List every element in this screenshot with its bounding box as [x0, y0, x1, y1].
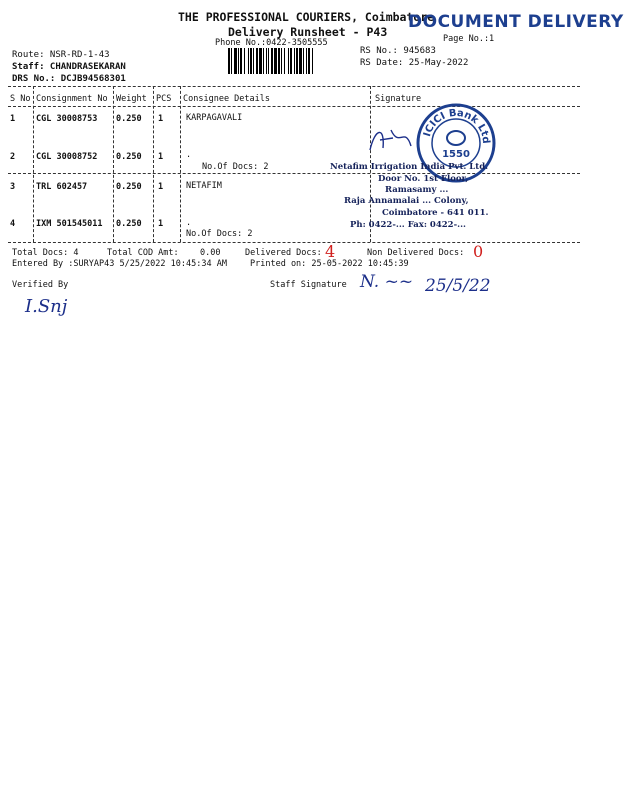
barcode-bar [274, 48, 277, 74]
non-delivered-docs-label: Non Delivered Docs: [367, 248, 465, 258]
row-consignment: CGL 30008753 [36, 114, 98, 124]
total-cod-label: Total COD Amt: [107, 248, 179, 258]
rs-number: RS No.: 945683 [360, 46, 436, 56]
delivered-docs-label: Delivered Docs: [245, 248, 322, 258]
company-title: THE PROFESSIONAL COURIERS, Coimbatore [178, 10, 435, 24]
initials-scribble-icon [365, 118, 415, 158]
row-consignment: IXM 501545011 [36, 219, 103, 229]
barcode-bar [266, 48, 267, 74]
stamp-line-4: Raja Annamalai ... Colony, [344, 196, 469, 206]
barcode-bar [244, 48, 245, 74]
entered-by: Entered By :SURYAP43 5/25/2022 10:45:34 AM [12, 259, 227, 269]
col-header-signature: Signature [375, 94, 422, 104]
barcode-bar [278, 48, 280, 74]
staff-signature-label: Staff Signature [270, 280, 347, 290]
row-sno: 3 [10, 182, 16, 192]
col-header-sno: S No [10, 94, 31, 104]
stamp-line-6: Ph: 0422-... Fax: 0422-... [350, 220, 466, 230]
barcode-bar [263, 48, 264, 74]
phone-number: Phone No.:0422-3505555 [215, 38, 328, 48]
row-pcs: 1 [158, 114, 164, 124]
barcode-bar [256, 48, 258, 74]
barcode-bar [299, 48, 302, 74]
total-cod-value: 0.00 [200, 248, 221, 258]
delivered-docs-hand: 4 [325, 242, 336, 261]
row-weight: 0.250 [116, 219, 142, 229]
barcode-bar [238, 48, 239, 74]
bank-seal-name: ICICI Bank Ltd [421, 107, 492, 145]
barcode-bar [231, 48, 232, 74]
row-weight: 0.250 [116, 182, 142, 192]
row-sno: 4 [10, 219, 16, 229]
row-consignment: TRL 602457 [36, 182, 88, 192]
barcode-bar [268, 48, 269, 74]
company-address-stamp [330, 160, 540, 240]
stamp-line-2: Door No. 1st Floor, [378, 174, 469, 184]
row-sno: 1 [10, 114, 16, 124]
rs-date: RS Date: 25-May-2022 [360, 58, 469, 68]
barcode-bar [303, 48, 304, 74]
col-header-consignment: Consignment No [36, 94, 108, 104]
page-number: Page No.:1 [443, 34, 495, 44]
stamp-line-1: Netafim Irrigation India Pvt. Ltd. [330, 162, 489, 172]
barcode-bar [306, 48, 307, 74]
barcode-bar [250, 48, 252, 74]
row-weight: 0.250 [116, 114, 142, 124]
barcode-bar [271, 48, 273, 74]
barcode-bar [253, 48, 254, 74]
barcode-bar [290, 48, 292, 74]
barcode-bar [240, 48, 242, 74]
barcode [228, 48, 352, 74]
staff-signature: N. ~~ [360, 272, 414, 292]
runsheet-title: Delivery Runsheet - P43 [228, 25, 388, 39]
stamp-line-3: Ramasamy ... [385, 185, 449, 195]
col-divider [113, 86, 114, 242]
verified-by-label: Verified By [12, 280, 69, 290]
row-pcs: 1 [158, 219, 164, 229]
barcode-bar [284, 48, 285, 74]
col-divider [33, 86, 34, 242]
table-bottom-rule [8, 242, 580, 243]
barcode-bar [312, 48, 313, 74]
barcode-bar [259, 48, 262, 74]
barcode-bar [234, 48, 237, 74]
row-pcs: 1 [158, 182, 164, 192]
staff-name: Staff: CHANDRASEKARAN [12, 62, 126, 72]
row-docs-count: No.Of Docs: 2 [186, 229, 253, 239]
document-delivery-stamp: DOCUMENT DELIVERY [408, 12, 624, 32]
barcode-bar [308, 48, 310, 74]
barcode-bar [228, 48, 230, 74]
col-divider [153, 86, 154, 242]
barcode-bar [294, 48, 295, 74]
signature-date: 25/5/22 [425, 276, 491, 296]
drs-number: DRS No.: DCJB94568301 [12, 74, 126, 84]
col-divider [180, 86, 181, 242]
row-consignee: . [186, 218, 192, 228]
row-weight: 0.250 [116, 152, 142, 162]
table-top-rule [8, 86, 580, 87]
row-pcs: 1 [158, 152, 164, 162]
stamp-line-5: Coimbatore - 641 011. [382, 208, 489, 218]
barcode-bar [296, 48, 298, 74]
col-header-weight: Weight [116, 94, 147, 104]
row-consignment: CGL 30008752 [36, 152, 98, 162]
printed-on: Printed on: 25-05-2022 10:45:39 [250, 259, 409, 269]
total-docs: Total Docs: 4 [12, 248, 79, 258]
bank-seal-number: 1550 [442, 149, 470, 160]
route: Route: NSR-RD-1-43 [12, 50, 110, 60]
row-sno: 2 [10, 152, 16, 162]
row-consignee: KARPAGAVALI [186, 113, 243, 123]
row-consignee: . [186, 150, 192, 160]
barcode-bar [288, 48, 289, 74]
row-docs-count: No.Of Docs: 2 [202, 162, 269, 172]
barcode-bar [281, 48, 282, 74]
row-consignee: NETAFIM [186, 181, 222, 191]
non-delivered-docs-hand: 0 [473, 242, 484, 261]
verified-signature: I.Snj [25, 296, 68, 317]
col-header-pcs: PCS [156, 94, 172, 104]
col-header-consignee: Consignee Details [183, 94, 270, 104]
barcode-bar [248, 48, 249, 74]
